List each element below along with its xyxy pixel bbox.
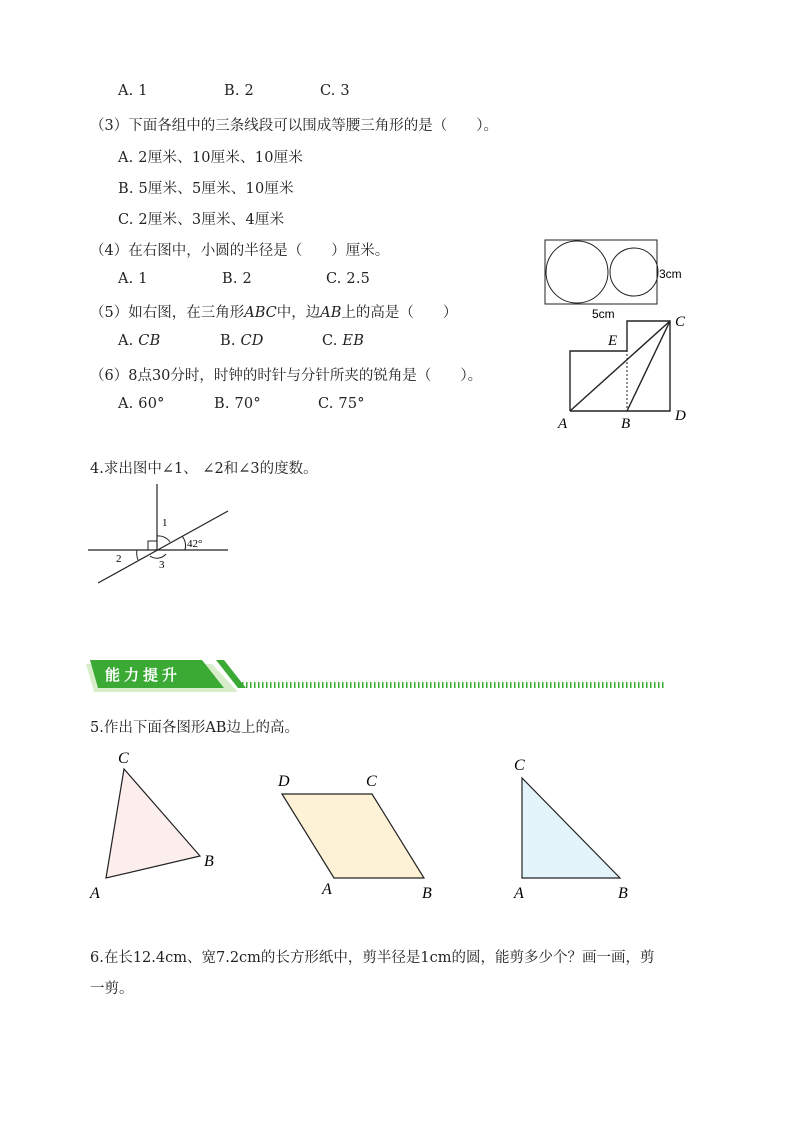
abcde-figure	[552, 310, 702, 435]
height-label: 3cm	[659, 267, 682, 281]
q5-mid: 中，边	[276, 305, 321, 321]
triangle1-label-a: A	[90, 885, 100, 902]
q5-option-a: A. CB	[118, 333, 161, 349]
q4-question: （4）在右图中，小圆的半径是（ ）厘米。	[90, 243, 390, 259]
label-angle1: 1	[162, 517, 168, 529]
q6-option-c: C. 75°	[318, 396, 365, 412]
q5-triangle-name: ABC	[244, 305, 277, 321]
q5-option-b: B. CD	[220, 333, 264, 349]
q5-suffix: 上的高是（ ）	[341, 305, 458, 321]
q5-question	[90, 301, 457, 322]
angles-figure	[84, 480, 244, 590]
small-circle	[610, 248, 658, 296]
parallelogram-figure	[270, 764, 445, 906]
label-c: C	[675, 314, 686, 330]
problem5-text: 5.作出下面各图形AB边上的高。	[90, 720, 299, 736]
q4-option-c: C. 2.5	[326, 271, 371, 287]
parallelogram-label-b: B	[422, 885, 432, 902]
label-angle2: 2	[116, 553, 122, 565]
line-bc	[627, 321, 670, 411]
line-ac	[570, 321, 670, 411]
triangle1-shape	[106, 769, 200, 878]
label-e: E	[608, 333, 618, 349]
problem6-line2: 一剪。	[90, 981, 134, 997]
q2-option-b: B. 2	[224, 83, 254, 99]
q4-option-a: A. 1	[118, 271, 148, 287]
triangle2-label-a: A	[514, 885, 524, 902]
q3-option-a: A. 2厘米、10厘米、10厘米	[118, 150, 304, 166]
q2-option-a: A. 1	[118, 83, 148, 99]
triangle1-figure	[86, 744, 226, 906]
section-title: 能力提升	[105, 666, 182, 684]
q6-option-a: A. 60°	[118, 396, 165, 412]
q4-option-b: B. 2	[222, 271, 252, 287]
circles-rectangle	[545, 240, 657, 304]
angle42-arc	[182, 536, 186, 550]
problem6-line1: 6.在长12.4cm、宽7.2cm的长方形纸中，剪半径是1cm的圆，能剪多少个？画一画，剪	[90, 950, 655, 966]
label-angle3: 3	[159, 559, 165, 571]
triangle2-figure	[506, 752, 636, 906]
triangle2-label-c: C	[514, 757, 525, 774]
q2-option-c: C. 3	[320, 83, 350, 99]
triangle1-label-b: B	[204, 853, 214, 870]
big-circle	[546, 241, 608, 303]
q3-option-b: B. 5厘米、5厘米、10厘米	[118, 181, 294, 197]
triangle2-label-b: B	[618, 885, 628, 902]
label-a: A	[558, 416, 568, 432]
angle3-arc	[150, 554, 166, 558]
label-42-degrees: 42°	[187, 538, 203, 550]
parallelogram-label-c: C	[366, 773, 377, 790]
problem4-text: 4.求出图中∠1、 ∠2和∠3的度数。	[90, 461, 318, 477]
triangle2-shape	[522, 778, 620, 878]
q5-side-name: AB	[320, 305, 342, 321]
label-b: B	[621, 416, 631, 432]
q6-option-b: B. 70°	[214, 396, 261, 412]
parallelogram-shape	[282, 794, 424, 878]
q3-option-c: C. 2厘米、3厘米、4厘米	[118, 212, 285, 228]
q3-question: （3）下面各组中的三条线段可以围成等腰三角形的是（ ）。	[90, 118, 498, 134]
parallelogram-label-a: A	[322, 881, 332, 898]
triangle1-label-c: C	[118, 750, 129, 767]
q5-prefix: （5）如右图，在三角形	[90, 305, 245, 321]
width-label: 5cm	[592, 307, 615, 321]
label-d: D	[675, 408, 686, 424]
right-angle-mark	[148, 541, 157, 550]
q6-question: （6）8点30分时，时钟的时针与分针所夹的锐角是（ ）。	[90, 368, 483, 384]
parallelogram-label-d: D	[278, 773, 290, 790]
angle1-arc	[157, 536, 170, 542]
angle2-arc	[137, 550, 138, 560]
q5-option-c: C. EB	[322, 333, 365, 349]
